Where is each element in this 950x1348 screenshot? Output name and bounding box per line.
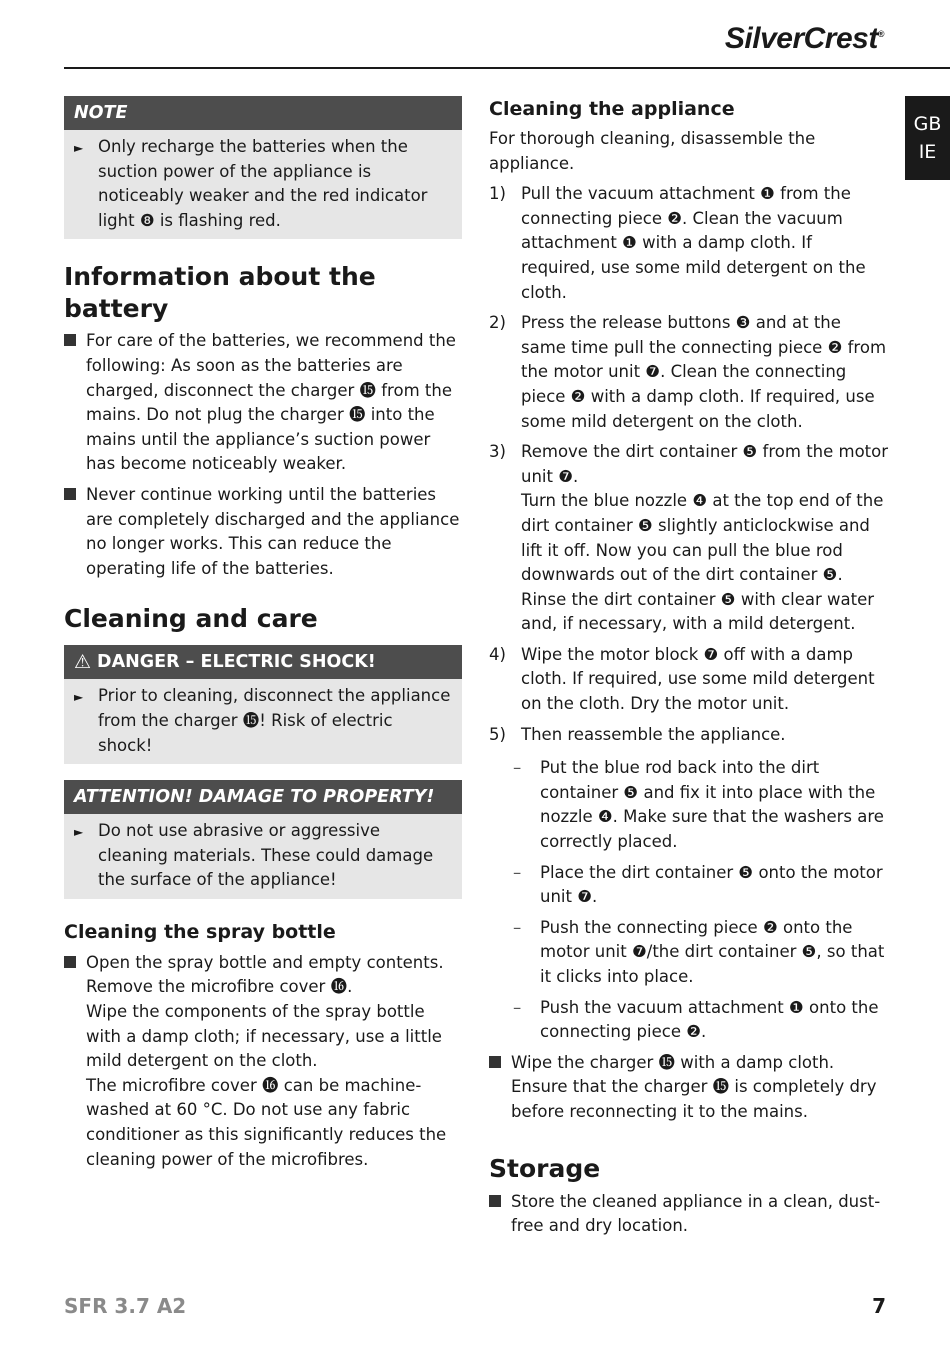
dash-bullet: – [513,997,522,1017]
battery-item: For care of the batteries, we recommend the following: As soon as the batteries are charged, disconnect the charger ⓯ from the mains. Do not plug the charger ⓯ into the mains until the appliance’s suction power has become noticeably weaker. [64,329,462,477]
dash-bullet: – [513,862,522,882]
language-code-ie: IE [918,141,937,163]
dash-bullet: – [513,917,522,937]
attention-title: ATTENTION! DAMAGE TO PROPERTY! [64,780,462,814]
step-item: 3) Remove the dirt container ❺ from the motor unit ❼. Turn the blue nozzle ❹ at the top end of the dirt container ❺ slightly anticlockwise and lift it off. Now you can pull the blue rod downwards out of the dirt container ❺. Rinse the dirt container ❺ with clear water and, if necessary, with a mild detergent. [489,442,889,634]
square-bullet-icon [64,329,86,477]
storage-heading: Storage [489,1153,601,1183]
danger-title: DANGER – ELECTRIC SHOCK! [97,652,376,673]
page-number: 7 [872,1294,886,1318]
warning-triangle-icon: ⚠ [74,651,92,674]
sub-step-item: – Push the vacuum attachment ❶ onto the connecting piece ❷. [513,996,889,1045]
note-text: Only recharge the batteries when the suction power of the appliance is noticeably weaker and the red indicator light ❽ is flashing red. [98,137,428,230]
battery-item: Never continue working until the batteries are completely discharged and the appliance no longer works. This can reduce the operating life of the batteries. [64,483,462,581]
square-bullet-icon [64,483,86,581]
arrow-icon: ► [74,825,84,840]
spray-heading: Cleaning the spray bottle [64,920,336,943]
sub-step-item: – Push the connecting piece ❷ onto the motor unit ❼/the dirt container ❺, so that it clicks into place. [513,916,889,990]
square-bullet-icon [489,1190,511,1239]
language-code-gb: GB [913,113,942,135]
note-box [64,96,462,239]
step-item: 2) Press the release buttons ❸ and at the same time pull the connecting piece ❷ from the motor unit ❼. Clean the connecting piece ❷ with a damp cloth. If required, use some mild detergent on the cloth. [489,313,887,431]
model-number: SFR 3.7 A2 [64,1294,187,1318]
appliance-intro: For thorough cleaning, disassemble the appliance. [489,129,816,173]
right-column [489,96,889,1239]
header-rule [64,67,950,69]
brand-logo: SilverCrest® [724,22,884,55]
spray-item: Open the spray bottle and empty contents. Remove the microfibre cover ⓰. Wipe the components of the spray bottle with a damp cloth; if necessary, use a little mild detergent on the cloth. The microfibre cover ⓰ can be machine-washed at 60 °C. Do not use any fabric conditioner as this significantly reduces the cleaning power of the microfibres. [64,951,462,1172]
attention-text: Do not use abrasive or aggressive cleaning materials. These could damage the surface of the appliance! [98,821,434,890]
danger-box [64,645,462,764]
arrow-icon: ► [74,141,84,155]
sub-step-item: – Place the dirt container ❺ onto the motor unit ❼. [513,861,889,910]
dash-bullet: – [513,758,522,778]
sub-step-item: – Put the blue rod back into the dirt container ❺ and fix it into place with the nozzle ❹. Make sure that the washers are correctly placed. [513,756,889,854]
battery-heading: Information about the battery [64,262,376,324]
storage-item: Store the cleaned appliance in a clean, dust-free and dry location. [489,1190,889,1239]
language-tab [905,96,950,180]
charger-note: Wipe the charger ⓯ with a damp cloth. Ensure that the charger ⓯ is completely dry before reconnecting it to the mains. [489,1051,889,1125]
cleaning-care-heading: Cleaning and care [64,604,318,634]
attention-box [64,780,462,899]
left-column [64,96,462,1172]
step-item: 4) Wipe the motor block ❼ off with a damp cloth. If required, use some mild detergent on the cloth. Dry the motor unit. [489,644,875,714]
square-bullet-icon [64,951,86,1172]
square-bullet-icon [489,1051,511,1125]
arrow-icon: ► [74,690,84,705]
step-item: 1) Pull the vacuum attachment ❶ from the connecting piece ❷. Clean the vacuum attachment ❶ with a damp cloth. If required, use some mild detergent on the cloth. [489,184,866,302]
appliance-heading: Cleaning the appliance [489,98,735,120]
danger-text: Prior to cleaning, disconnect the appliance from the charger ⓯! Risk of electric shock! [98,686,451,755]
step-item: 5) Then reassemble the appliance. [489,724,786,744]
note-title: NOTE [64,96,462,130]
